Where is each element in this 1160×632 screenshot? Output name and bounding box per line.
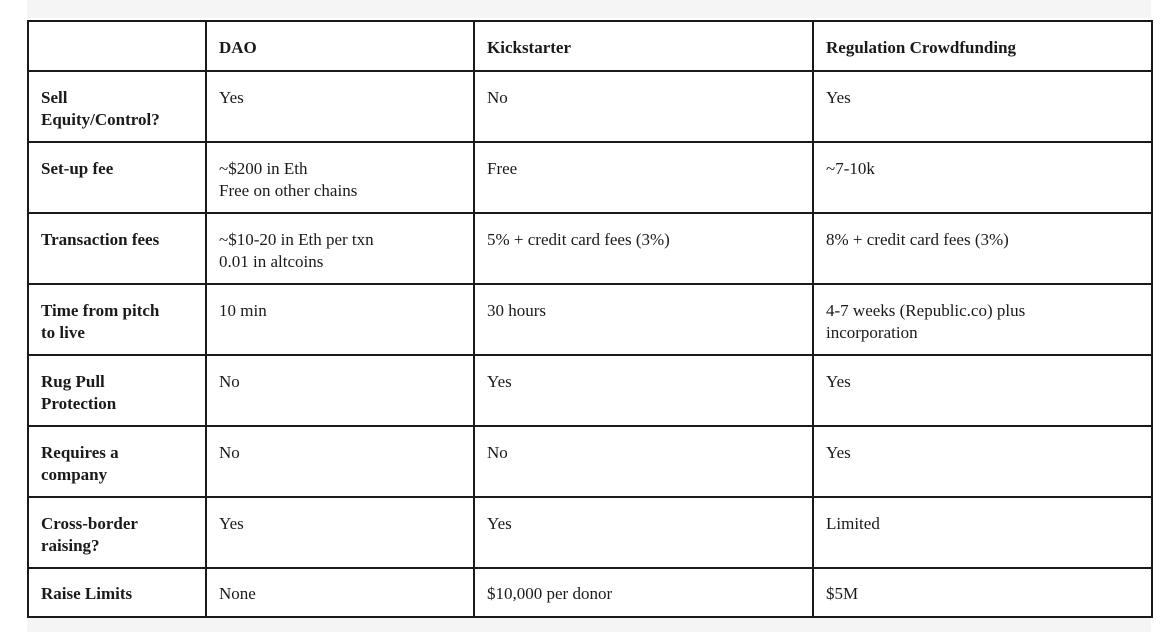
cell-kickstarter: No <box>474 426 813 497</box>
row-label: Rug Pull Protection <box>28 355 206 426</box>
row-label: Time from pitch to live <box>28 284 206 355</box>
cell-regulation-crowdfunding: ~7-10k <box>813 142 1152 213</box>
row-label: Requires a company <box>28 426 206 497</box>
cell-dao: Yes <box>206 497 474 568</box>
row-label: Set-up fee <box>28 142 206 213</box>
cell-dao: ~$10-20 in Eth per txn 0.01 in altcoins <box>206 213 474 284</box>
bottom-background-strip <box>27 618 1151 632</box>
cell-regulation-crowdfunding: Yes <box>813 71 1152 142</box>
cell-kickstarter: $10,000 per donor <box>474 568 813 617</box>
cell-kickstarter: 5% + credit card fees (3%) <box>474 213 813 284</box>
top-background-strip <box>27 0 1151 18</box>
cell-dao: None <box>206 568 474 617</box>
table-row-rug-pull <box>28 355 1152 426</box>
cell-dao: No <box>206 426 474 497</box>
cell-dao: 10 min <box>206 284 474 355</box>
cell-regulation-crowdfunding: $5M <box>813 568 1152 617</box>
comparison-table <box>27 20 1153 618</box>
table-row-raise-limits <box>28 568 1152 617</box>
cell-regulation-crowdfunding: 8% + credit card fees (3%) <box>813 213 1152 284</box>
cell-regulation-crowdfunding: 4-7 weeks (Republic.co) plus incorporation <box>813 284 1152 355</box>
row-label: Raise Limits <box>28 568 206 617</box>
cell-kickstarter: Free <box>474 142 813 213</box>
cell-kickstarter: 30 hours <box>474 284 813 355</box>
cell-kickstarter: Yes <box>474 355 813 426</box>
cell-regulation-crowdfunding: Limited <box>813 497 1152 568</box>
header-corner-cell <box>28 21 206 71</box>
cell-kickstarter: No <box>474 71 813 142</box>
table-row-sell-equity <box>28 71 1152 142</box>
header-dao: DAO <box>206 21 474 71</box>
cell-kickstarter: Yes <box>474 497 813 568</box>
header-regulation-crowdfunding: Regulation Crowdfunding <box>813 21 1152 71</box>
table-row-time-to-live <box>28 284 1152 355</box>
cell-dao: No <box>206 355 474 426</box>
cell-regulation-crowdfunding: Yes <box>813 355 1152 426</box>
table-row-cross-border <box>28 497 1152 568</box>
cell-dao: Yes <box>206 71 474 142</box>
table-row-transaction-fees <box>28 213 1152 284</box>
header-row <box>28 21 1152 71</box>
table-row-requires-company <box>28 426 1152 497</box>
cell-dao: ~$200 in Eth Free on other chains <box>206 142 474 213</box>
row-label: Cross-border raising? <box>28 497 206 568</box>
row-label: Sell Equity/Control? <box>28 71 206 142</box>
header-kickstarter: Kickstarter <box>474 21 813 71</box>
row-label: Transaction fees <box>28 213 206 284</box>
table-row-setup-fee <box>28 142 1152 213</box>
cell-regulation-crowdfunding: Yes <box>813 426 1152 497</box>
